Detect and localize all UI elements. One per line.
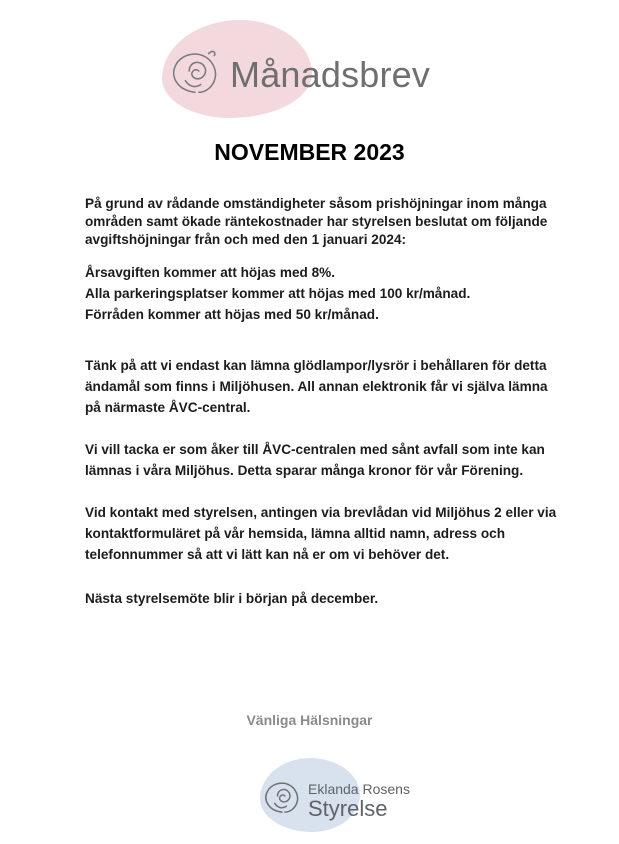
footer-logo [258, 756, 418, 836]
footer-board-label: Styrelse [308, 796, 388, 821]
recycling-paragraph: Tänk på att vi endast kan lämna glödlampor/lysrör i behållaren för detta ändamål som finns i Miljöhusen. All annan elektronik får vi själva lämna på närmaste ÅVC-central. [85, 358, 548, 415]
fee-item-parking: Alla parkeringsplatser kommer att höjas med 100 kr/månad. [85, 286, 471, 301]
rose-emblem-icon [260, 774, 304, 818]
closing-greeting: Vänliga Hälsningar [246, 712, 373, 728]
header-logo [160, 20, 450, 120]
footer-association-name: Eklanda Rosens [308, 781, 410, 797]
fee-item-storage: Förråden kommer att höjas med 50 kr/månad. [85, 307, 379, 322]
thanks-paragraph: Vi vill tacka er som åker till ÅVC-centralen med sånt avfall som inte kan lämnas i våra Miljöhus. Detta sparar många kronor för vår Förening. [85, 442, 545, 478]
contact-paragraph: Vid kontakt med styrelsen, antingen via brevlådan vid Miljöhus 2 eller via kontaktformuläret på vår hemsida, lämna alltid namn, adress och telefonnummer så att vi lätt kan nå er om vi behöver det. [85, 505, 557, 562]
fee-item-annual: Årsavgiften kommer att höjas med 8%. [85, 265, 336, 280]
fee-list [85, 262, 560, 325]
next-meeting-paragraph: Nästa styrelsemöte blir i början på december. [85, 591, 379, 606]
intro-paragraph: På grund av rådande omständigheter såsom prishöjningar inom många områden samt ökade räntekostnader har styrelsen beslutat om följande avgiftshöjningar från och med den 1 januari 2024: [85, 196, 548, 247]
rose-emblem-icon [166, 42, 224, 100]
newsletter-title: Månadsbrev [230, 54, 431, 95]
month-title: NOVEMBER 2023 [214, 139, 405, 165]
